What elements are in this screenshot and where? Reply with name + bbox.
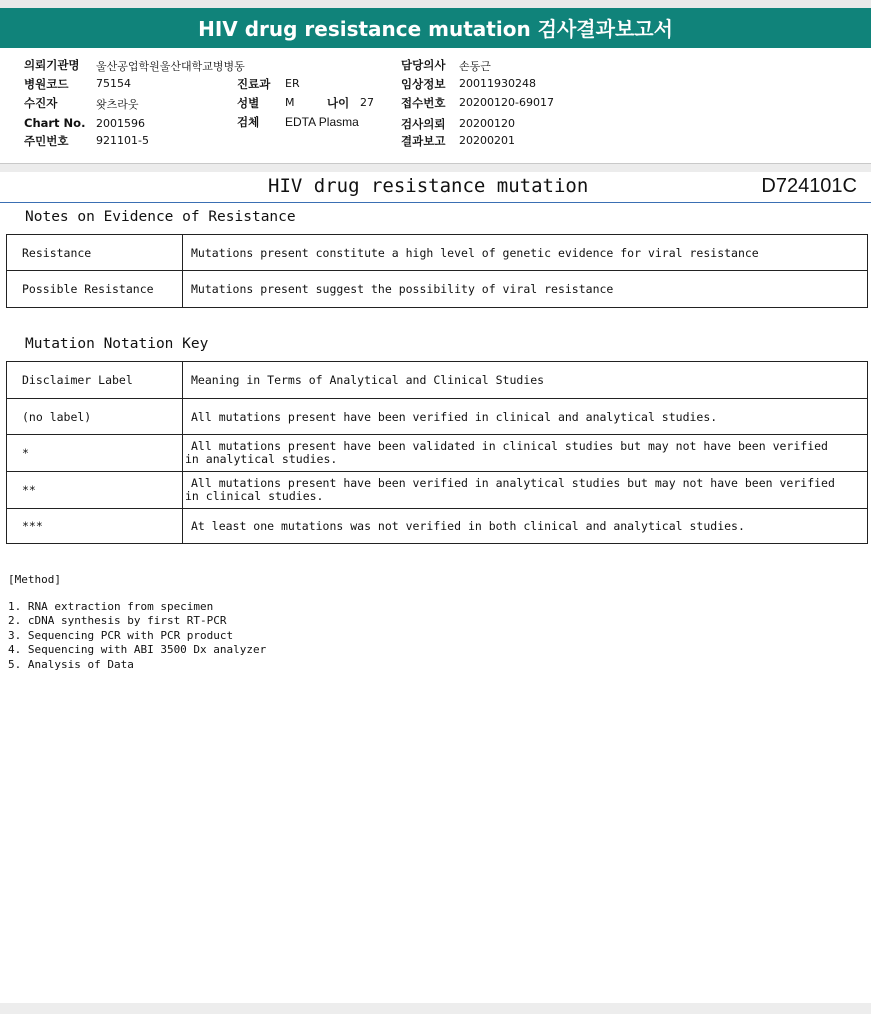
sex-label: 성별 [237, 96, 260, 110]
evidence-text: Mutations present constitute a high level of genetic evidence for viral resistance [183, 235, 868, 271]
receipt-no-value: 20200120-69017 [459, 96, 554, 109]
method-step: 5. Analysis of Data [8, 657, 134, 671]
hospital-code-value: 75154 [96, 77, 131, 90]
institution-value: 울산공업학원울산대학교병병동 [96, 60, 245, 73]
evidence-heading: Notes on Evidence of Resistance [25, 209, 296, 225]
age-label: 나이 [327, 96, 350, 110]
top-edge [0, 0, 871, 8]
doctor-value: 손동근 [459, 60, 491, 73]
test-request-label: 검사의뢰 [401, 117, 446, 131]
sex-value: M [285, 96, 295, 109]
table-row [7, 235, 868, 271]
table-row [7, 472, 868, 509]
chart-no-label: Chart No. [24, 116, 86, 130]
result-report-value: 20200201 [459, 134, 515, 147]
institution-label: 의뢰기관명 [24, 58, 80, 72]
notation-text: Meaning in Terms of Analytical and Clinical Studies [183, 362, 868, 399]
notation-text-cell [183, 472, 868, 509]
method-step: 3. Sequencing PCR with PCR product [8, 628, 234, 642]
patient-info-panel [0, 48, 871, 165]
recipient-label: 수진자 [24, 96, 58, 110]
recipient-value: 왓츠라웃 [96, 98, 139, 111]
specimen-value: EDTA Plasma [285, 115, 359, 129]
report-banner-title: HIV drug resistance mutation 검사결과보고서 [0, 8, 871, 48]
evidence-table [6, 234, 868, 308]
result-report-label: 결과보고 [401, 134, 446, 148]
clinical-info-label: 임상정보 [401, 77, 446, 91]
evidence-text: Mutations present suggest the possibility of viral resistance [183, 271, 868, 308]
receipt-no-label: 접수번호 [401, 96, 446, 110]
table-row [7, 271, 868, 308]
notation-text: At least one mutations was not verified in both clinical and analytical studies. [183, 509, 868, 544]
bottom-edge [0, 1003, 871, 1014]
method-step: 4. Sequencing with ABI 3500 Dx analyzer [8, 643, 267, 656]
table-row [7, 399, 868, 435]
age-value: 27 [360, 96, 374, 109]
evidence-label: Possible Resistance [7, 271, 183, 308]
clinical-info-value: 20011930248 [459, 77, 536, 90]
table-row [7, 509, 868, 544]
resident-no-label: 주민번호 [24, 134, 69, 148]
notation-text: All mutations present have been verified in clinical and analytical studies. [183, 399, 868, 435]
title-rule [0, 202, 871, 203]
test-request-value: 20200120 [459, 117, 515, 130]
resident-no-value: 921101-5 [96, 134, 149, 147]
evidence-label: Resistance [7, 235, 183, 271]
notation-label: *** [7, 509, 183, 544]
method-step: 2. cDNA synthesis by first RT-PCR [8, 614, 227, 627]
table-row [7, 435, 868, 472]
notation-text: All mutations present have been validated in clinical studies but may not have been verified [191, 439, 828, 453]
notation-table [6, 361, 868, 544]
notation-text-continued: in analytical studies. [185, 452, 338, 466]
notation-text-cell [183, 435, 868, 472]
notation-label: ** [7, 472, 183, 509]
doctor-label: 담당의사 [401, 58, 446, 72]
notation-label: (no label) [7, 399, 183, 435]
method-section [8, 573, 266, 672]
specimen-label: 검체 [237, 115, 260, 129]
table-row [7, 362, 868, 399]
report-title: HIV drug resistance mutation [268, 175, 589, 197]
notation-text: All mutations present have been verified in analytical studies but may not have been verified [191, 476, 835, 490]
report-title-bar [0, 171, 871, 203]
notation-text-continued: in clinical studies. [185, 489, 324, 503]
method-heading: [Method] [8, 573, 61, 586]
department-value: ER [285, 77, 300, 90]
department-label: 진료과 [237, 77, 271, 91]
method-step: 1. RNA extraction from specimen [8, 599, 214, 613]
report-code: D724101C [761, 175, 857, 197]
notation-label: * [7, 435, 183, 472]
chart-no-value: 2001596 [96, 117, 145, 130]
notation-heading: Mutation Notation Key [25, 336, 209, 352]
hospital-code-label: 병원코드 [24, 77, 69, 91]
notation-label: Disclaimer Label [7, 362, 183, 399]
